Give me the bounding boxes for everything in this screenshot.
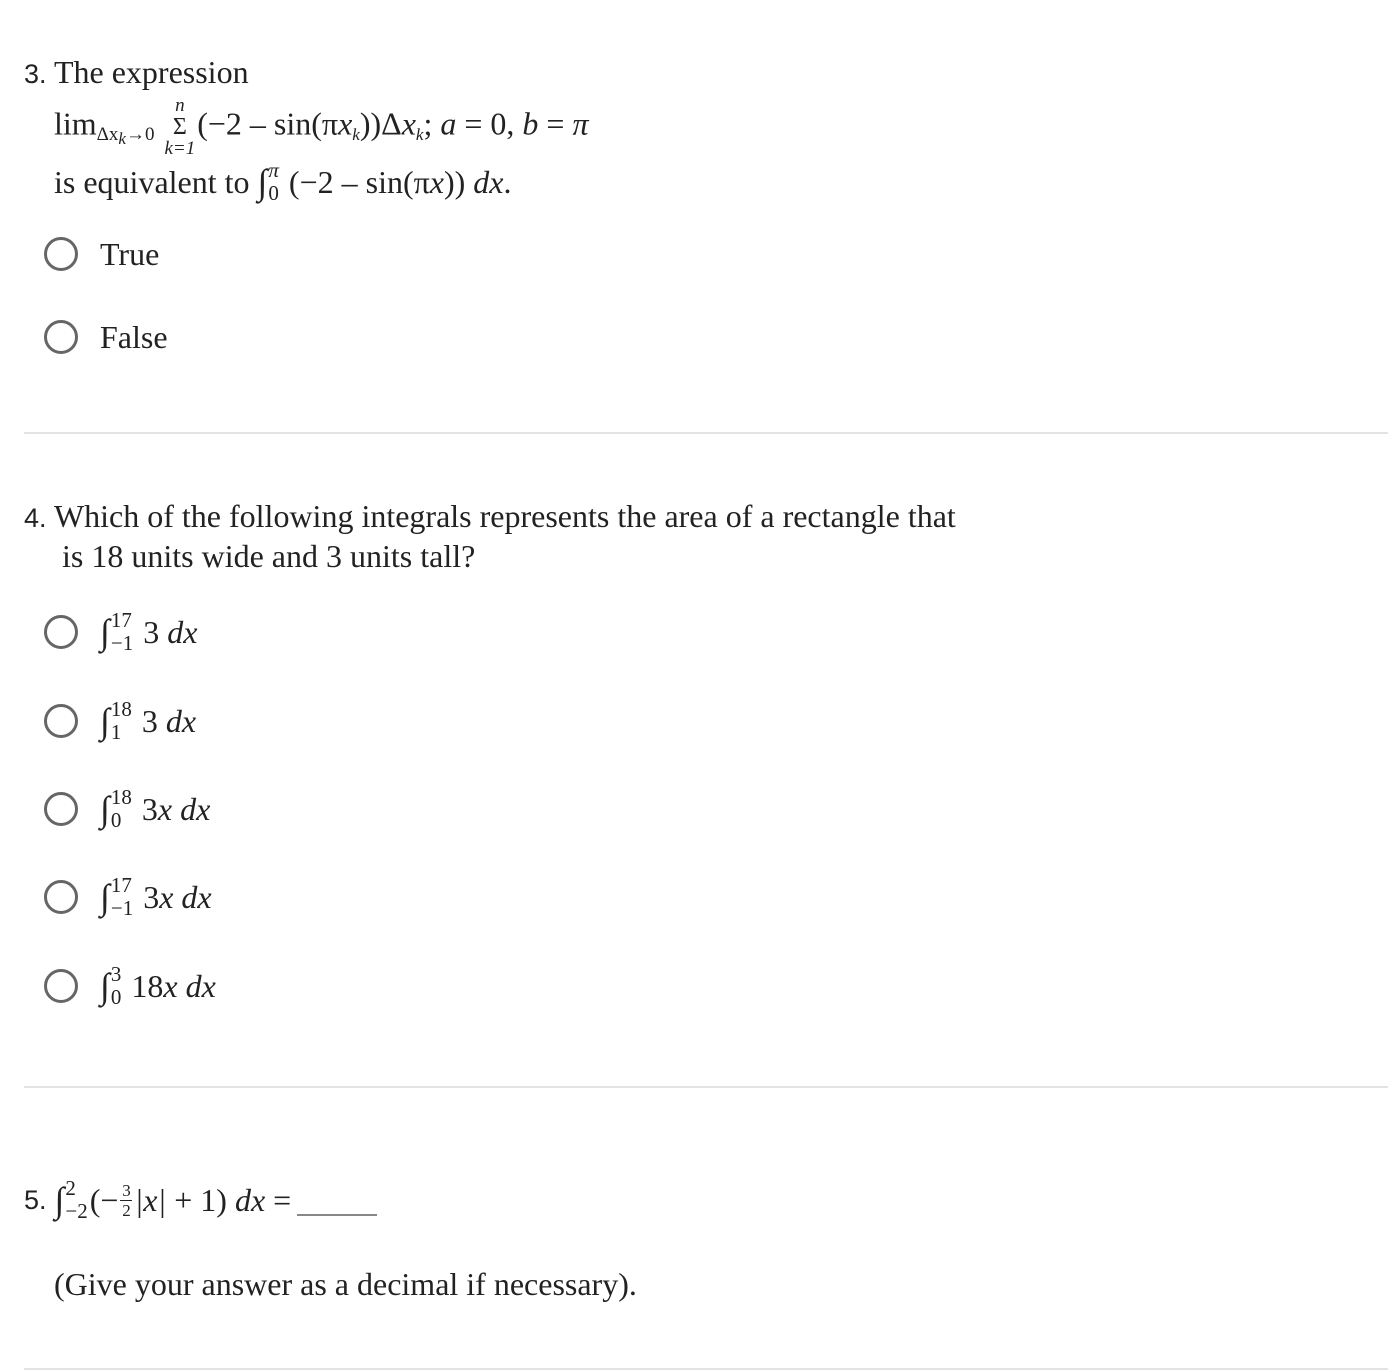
q3-equiv-dx: dx bbox=[473, 163, 504, 200]
radio-button[interactable] bbox=[44, 880, 78, 914]
q3-option-label: False bbox=[100, 318, 168, 355]
q5-dx: dx bbox=[234, 1181, 266, 1218]
q3-int-lower: 0 bbox=[268, 181, 279, 205]
q3-sigma bbox=[164, 96, 195, 158]
q3-b-eq: = bbox=[538, 105, 573, 142]
q4-line1 bbox=[24, 498, 956, 535]
q3-lim-sub-arrow: →0 bbox=[125, 124, 155, 146]
q3-equiv-dot: . bbox=[503, 163, 512, 200]
differential: dx bbox=[185, 967, 216, 1004]
q3-expr-b: ))Δ bbox=[359, 105, 402, 142]
q4-text-line2: is 18 units wide and 3 units tall? bbox=[62, 538, 476, 574]
q4-text-line1: Which of the following integrals represents the area of a rectangle that bbox=[53, 498, 956, 534]
q3-lim-sub: Δx bbox=[96, 124, 119, 146]
lower-limit: −1 bbox=[110, 631, 134, 655]
lower-limit: 0 bbox=[110, 985, 122, 1009]
q4-option-4[interactable] bbox=[44, 873, 212, 920]
q3-option-false[interactable] bbox=[44, 317, 168, 357]
q3-b-var: b bbox=[522, 105, 539, 142]
divider bbox=[24, 1086, 1388, 1088]
integral-sign-icon: ∫ bbox=[100, 789, 110, 829]
q3-a-var: a bbox=[440, 105, 457, 142]
differential: dx bbox=[167, 613, 198, 650]
q3-number: 3. bbox=[24, 59, 47, 89]
q3-expr-c: ; bbox=[423, 105, 441, 142]
q3-a-eq: = 0, bbox=[456, 105, 523, 142]
variable: x bbox=[159, 878, 174, 915]
q3-expression bbox=[54, 96, 588, 158]
q5-fraction bbox=[120, 1182, 132, 1219]
q3-equiv-expr: (−2 – sin(π bbox=[288, 163, 430, 200]
integral-sign-icon: ∫ bbox=[257, 162, 268, 202]
q3-option-label: True bbox=[100, 235, 160, 272]
q5-hint: (Give your answer as a decimal if necessary). bbox=[54, 1266, 637, 1302]
q3-expr-xk: x bbox=[338, 105, 353, 142]
q5-plus: + 1) bbox=[166, 1181, 235, 1218]
lower-limit: 0 bbox=[110, 808, 122, 832]
q3-int-upper: π bbox=[268, 158, 279, 182]
q3-expr-x2: x bbox=[401, 105, 416, 142]
q5-lower: −2 bbox=[65, 1199, 88, 1223]
q5-frac-den: 2 bbox=[122, 1200, 131, 1220]
upper-limit: 18 bbox=[110, 697, 132, 721]
q3-sum-top: n bbox=[175, 95, 185, 116]
q4-option-label bbox=[100, 610, 197, 654]
differential: dx bbox=[165, 702, 197, 739]
q5-hint-line bbox=[54, 1266, 637, 1303]
q3-equivalent-line bbox=[54, 160, 512, 204]
q3-lim: lim bbox=[54, 105, 97, 142]
q3-equiv-text: is equivalent to bbox=[54, 163, 258, 200]
coefficient: 3 bbox=[141, 790, 158, 827]
q5-line bbox=[24, 1178, 377, 1222]
coefficient: 3 bbox=[141, 702, 158, 739]
q5-upper: 2 bbox=[65, 1176, 76, 1200]
q3-equiv-x: x bbox=[429, 163, 444, 200]
coefficient: 3 bbox=[143, 878, 160, 915]
q4-option-3[interactable] bbox=[44, 785, 211, 832]
radio-button[interactable] bbox=[44, 704, 78, 738]
upper-limit: 17 bbox=[110, 873, 132, 897]
radio-button[interactable] bbox=[44, 792, 78, 826]
radio-button[interactable] bbox=[44, 237, 78, 271]
q4-line2 bbox=[62, 538, 475, 575]
radio-button[interactable] bbox=[44, 615, 78, 649]
divider bbox=[24, 1368, 1388, 1370]
coefficient: 3 bbox=[143, 613, 160, 650]
q5-answer-blank[interactable] bbox=[297, 1184, 377, 1216]
q4-option-1[interactable] bbox=[44, 608, 198, 655]
q5-frac-num: 3 bbox=[122, 1180, 131, 1200]
q4-option-5[interactable] bbox=[44, 962, 216, 1009]
radio-button[interactable] bbox=[44, 969, 78, 1003]
q4-option-label bbox=[100, 699, 196, 743]
q5-integral bbox=[55, 1178, 88, 1222]
upper-limit: 17 bbox=[110, 608, 132, 632]
q3-expr-k: k bbox=[352, 125, 360, 145]
q5-abs: |x| bbox=[134, 1181, 167, 1218]
q3-intro: The expression bbox=[53, 54, 249, 90]
integral-sign-icon: ∫ bbox=[100, 612, 110, 652]
coefficient: 18 bbox=[131, 967, 164, 1004]
q5-number: 5. bbox=[24, 1184, 47, 1215]
q4-number: 4. bbox=[24, 503, 47, 533]
q3-lim-sub-k: k bbox=[118, 129, 126, 149]
q5-eq: = bbox=[265, 1181, 292, 1218]
q3-sum-bottom: k=1 bbox=[164, 138, 196, 159]
q3-pi: π bbox=[572, 105, 589, 142]
radio-button[interactable] bbox=[44, 320, 78, 354]
upper-limit: 18 bbox=[110, 785, 132, 809]
q3-equiv-close: )) bbox=[443, 163, 474, 200]
q3-expr-a: (−2 – sin(π bbox=[197, 105, 339, 142]
differential: dx bbox=[181, 878, 212, 915]
differential: dx bbox=[180, 790, 211, 827]
q3-expr-k2: k bbox=[415, 125, 424, 145]
q4-option-label bbox=[100, 964, 216, 1008]
variable: x bbox=[163, 967, 178, 1004]
q4-option-label bbox=[100, 875, 212, 919]
q3-intro-line bbox=[24, 54, 249, 91]
q5-open: (− bbox=[89, 1181, 119, 1218]
q3-integral bbox=[258, 160, 279, 204]
divider bbox=[24, 432, 1388, 434]
integral-sign-icon: ∫ bbox=[54, 1180, 65, 1220]
integral-sign-icon: ∫ bbox=[100, 877, 110, 917]
variable: x bbox=[157, 790, 173, 827]
q4-option-label bbox=[100, 787, 210, 831]
upper-limit: 3 bbox=[110, 962, 122, 986]
integral-sign-icon: ∫ bbox=[100, 701, 110, 741]
integral-sign-icon: ∫ bbox=[100, 966, 110, 1006]
lower-limit: 1 bbox=[110, 720, 122, 744]
lower-limit: −1 bbox=[110, 896, 134, 920]
q4-option-2[interactable] bbox=[44, 697, 197, 744]
q3-option-true[interactable] bbox=[44, 234, 159, 274]
q3-sum-symbol: Σ bbox=[172, 114, 187, 140]
